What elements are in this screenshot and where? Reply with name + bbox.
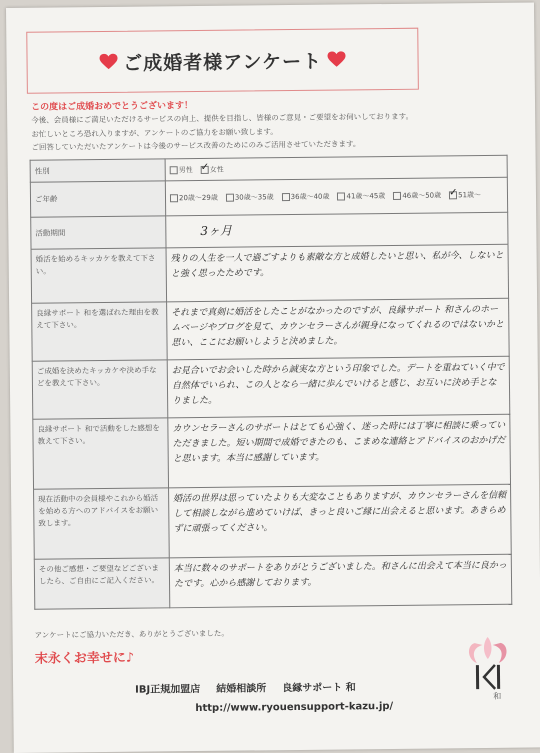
kazu-logo bbox=[465, 633, 512, 701]
checkbox[interactable] bbox=[282, 193, 290, 201]
age-option[interactable]: 20歳～29歳 bbox=[170, 193, 218, 204]
footer-info bbox=[135, 678, 356, 695]
shop-label: IBJ正規加盟店 bbox=[135, 684, 201, 696]
checkbox[interactable] bbox=[170, 166, 178, 174]
q5-label: 現在活動中の会員様やこれから婚活を始める方へのアドバイスをお願い致します。 bbox=[34, 488, 170, 559]
q3-answer: お見合いでお会いした時から誠実な方という印象でした。デートを重ねていく中で自然体でいられ、この人となら一緒に歩んでいけると感じ、お互いに決め手となりました。 bbox=[167, 356, 510, 418]
age-option[interactable]: 30歳～35歳 bbox=[226, 192, 274, 203]
q3-label: ご成婚を決めたキッカケや決め手などを教えて下さい。 bbox=[32, 360, 168, 419]
checkbox[interactable] bbox=[226, 194, 234, 202]
q6-answer: 本当に数々のサポートをありがとうございました。和さんに出会えて本当に良かったです。心から感謝しております。 bbox=[169, 554, 512, 608]
age-option[interactable]: 36歳～40歳 bbox=[282, 192, 330, 203]
age-option[interactable]: 41歳～45歳 bbox=[337, 191, 385, 202]
gender-options bbox=[170, 161, 503, 174]
gender-option-male[interactable]: 男性 bbox=[170, 165, 193, 175]
agency-type: 結婚相談所 bbox=[216, 683, 267, 695]
q4-answer: カウンセラーさんのサポートはとても心強く、迷った時には丁寧に相談に乗っていただきました。短い期間で成婚できたのも、こまめな連絡とアドバイスのおかげだと思います。本当に感謝しています。 bbox=[168, 414, 511, 488]
greeting: この度はご成婚おめでとうございます！ bbox=[30, 101, 194, 113]
checkbox[interactable] bbox=[170, 194, 178, 202]
period-answer: 3ヶ月 bbox=[200, 223, 233, 238]
intro-line: 今後、会員様にご満足いただけるサービスの向上、提供を目指し、皆様のご意見・ご要望をお伺いしております。 bbox=[31, 111, 414, 125]
wish-text: 末永くお幸せに♪ bbox=[34, 650, 135, 667]
intro-line: ご回答していただいたアンケートは今後のサービス改善のためにのみご活用させていただきます。 bbox=[31, 139, 361, 152]
logo-caption: 和 bbox=[493, 691, 502, 701]
intro-text bbox=[31, 109, 501, 154]
agency-name: 良縁サポート 和 bbox=[282, 682, 356, 695]
q1-label: 婚活を始めるキッカケを教えて下さい。 bbox=[31, 248, 167, 303]
age-options bbox=[170, 190, 503, 203]
heart-icon bbox=[328, 50, 346, 68]
checkbox[interactable] bbox=[393, 192, 401, 200]
heart-icon bbox=[99, 53, 117, 71]
website-url: http://www.ryouensupport-kazu.jp/ bbox=[195, 700, 394, 715]
age-label: ご年齢 bbox=[30, 181, 165, 217]
q1-answer: 残りの人生を一人で過ごすよりも素敵な方と成婚したいと思い、私が今、しないと と強く思ったためです。 bbox=[166, 244, 509, 302]
period-label: 活動期間 bbox=[31, 216, 166, 249]
survey-form bbox=[30, 155, 513, 610]
gender-option-female[interactable]: ✓ 女性 bbox=[201, 164, 224, 174]
q2-answer: それまで真剣に婚活をしたことがなかったのですが、良縁サポート 和さんのホームページやブログを見て、カウンセラーさんが親身になってくれるのではないかと思い、ここにお願いしようと決めました。 bbox=[167, 298, 510, 360]
q6-label: その他ご感想・ご要望などございましたら、ご自由にご記入ください。 bbox=[34, 558, 170, 609]
page-title: ご成婚者様アンケート bbox=[123, 50, 323, 75]
age-option[interactable]: 46歳～50歳 bbox=[393, 190, 441, 201]
gender-label: 性別 bbox=[30, 159, 165, 182]
q2-label: 良縁サポート 和を選ばれた理由を教えて下さい。 bbox=[32, 302, 168, 361]
intro-line: お忙しいところ恐れ入りますが、アンケートのご協力をお願い致します。 bbox=[31, 126, 278, 139]
q5-answer: 婚活の世界は思っていたよりも大変なこともありますが、カウンセラーさんを信頼して相談しながら進めていけば、きっと良いご縁に出会えると思います。あきらめずに頑張ってください。 bbox=[169, 484, 512, 558]
age-option[interactable]: ✓ 51歳～ bbox=[449, 190, 481, 200]
title-frame bbox=[26, 28, 419, 94]
q4-label: 良縁サポート 和で活動をした感想を教えて下さい。 bbox=[33, 418, 169, 489]
thanks-text: アンケートにご協力いただき、ありがとうございました。 bbox=[34, 628, 229, 640]
survey-sheet bbox=[6, 2, 540, 752]
checkbox[interactable] bbox=[337, 192, 345, 200]
checkbox-checked[interactable] bbox=[449, 191, 457, 199]
checkbox-checked[interactable] bbox=[201, 165, 209, 173]
